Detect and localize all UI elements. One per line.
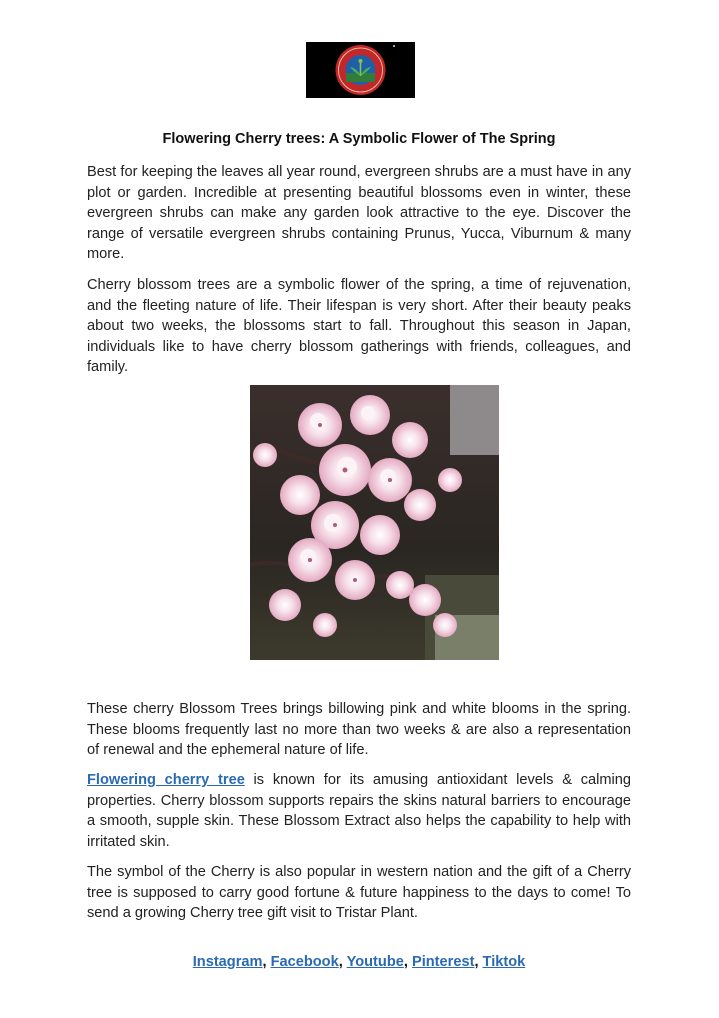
tiktok-link[interactable]: Tiktok [482, 954, 526, 970]
pinterest-link[interactable]: Pinterest [411, 954, 475, 970]
paragraph-billowing-blooms: These cherry Blossom Trees brings billowing pink and white blooms in the spring. These blooms frequently last no more than two weeks & are also a representation of renewal and the ephemeral nature of life. [87, 701, 631, 759]
tristar-plant-logo [306, 42, 415, 98]
social-separator: , [262, 954, 271, 970]
social-separator: , [338, 954, 347, 970]
social-links [87, 954, 631, 970]
paragraph-flowering-cherry-tree [87, 770, 631, 852]
page-title: Flowering Cherry trees: A Symbolic Flower of The Spring [162, 131, 556, 147]
facebook-link[interactable]: Facebook [270, 954, 339, 970]
paragraph-evergreen-shrubs: Best for keeping the leaves all year round, evergreen shrubs are a must have in any plot or garden. Incredible at presenting beautiful blossoms even in winter, these evergreen shrubs can make any garden look attractive to the eye. Discover the range of versatile evergreen shrubs containing Prunus, Yucca, Viburnum & many more. [87, 164, 631, 263]
instagram-link[interactable]: Instagram [192, 954, 263, 970]
paragraph-flowering-cherry-tree-text: is known for its amusing antioxidant levels & calming properties. Cherry blossom supports repairs the skins natural barriers to encourage a smooth, supple skin. These Blossom Extract also helps the capability to help with irritated skin. [87, 772, 631, 850]
social-separator: , [403, 954, 412, 970]
paragraph-cherry-blossom-symbolism: Cherry blossom trees are a symbolic flower of the spring, a time of rejuvenation, and the fleeting nature of life. Their lifespan is very short. After their beauty peaks about two weeks, the blossoms start to fall. Throughout this season in Japan, individuals like to have cherry blossom gatherings with friends, colleagues, and family. [87, 277, 631, 376]
flowering-cherry-tree-link[interactable]: Flowering cherry tree [87, 772, 245, 788]
youtube-link[interactable]: Youtube [346, 954, 404, 970]
cherry-blossom-photo [250, 385, 499, 660]
social-separator: , [474, 954, 483, 970]
paragraph-cherry-gift: The symbol of the Cherry is also popular in western nation and the gift of a Cherry tree is supposed to carry good fortune & future happiness to the days to come! To send a growing Cherry tree gift visit to Tristar Plant. [87, 864, 631, 922]
